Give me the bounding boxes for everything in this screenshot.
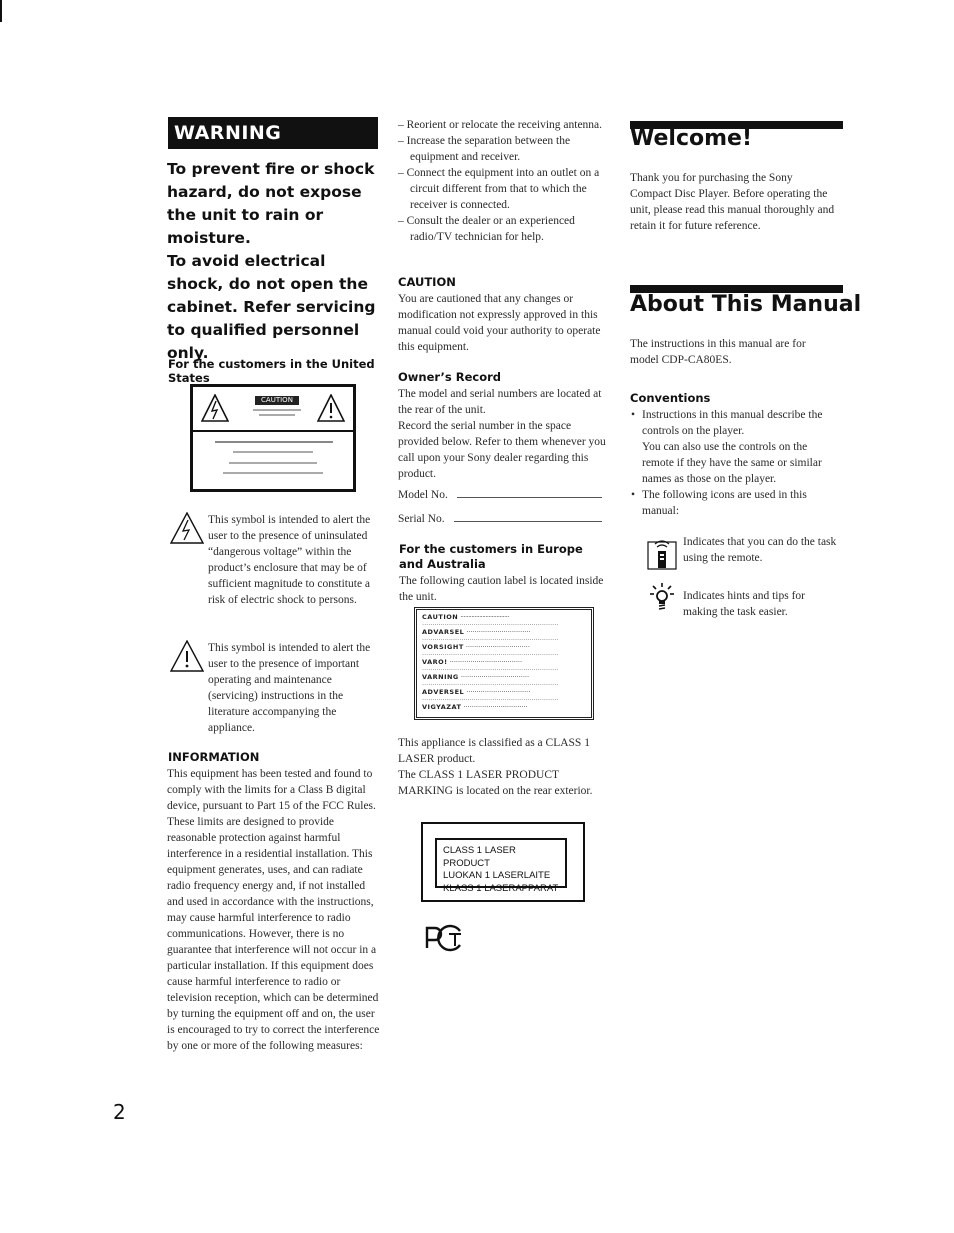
- warning-text: [167, 158, 382, 365]
- warning-banner: WARNING: [168, 117, 378, 149]
- information-heading: INFORMATION: [168, 750, 260, 764]
- voltage-symbol-note: [168, 512, 383, 627]
- model-number-field: [398, 487, 608, 503]
- class1-laser-label: [421, 822, 585, 902]
- class1-label-inner: [435, 838, 567, 894]
- owners-record-text: [398, 386, 610, 482]
- about-manual-text: The instructions in this manual are for model CDP-CA80ES.: [630, 338, 806, 366]
- exclamation-triangle-icon: [170, 640, 204, 672]
- warning-line-2: To avoid electrical shock, do not open the cabinet. Refer servicing to qualified personnel only.: [167, 252, 376, 362]
- laser-label-row: VARNING ·································: [422, 674, 530, 681]
- conventions-item: • The following icons are used in this manual:: [631, 489, 807, 517]
- lightning-triangle-icon: [170, 512, 204, 544]
- voltage-symbol-text: This symbol is intended to alert the user to the presence of uninsulated “dangerous voltage” within the product’s enclosure that may be of sufficient magnitude to constitute a risk of electric shock to persons.: [208, 514, 371, 606]
- europe-customers-text: The following caution label is located inside the unit.: [399, 575, 604, 603]
- owners-record-text-2: Record the serial number in the space provided below. Refer to them whenever you call upon your Sony dealer regarding this product.: [398, 420, 606, 480]
- remote-icon: [647, 536, 679, 570]
- laser-label-row: CAUTION ·······························: [422, 614, 509, 621]
- welcome-title: Welcome!: [630, 126, 752, 151]
- us-customers-heading: For the customers in the United States: [168, 357, 375, 385]
- caution-label: [190, 384, 356, 492]
- class1-label-line: LUOKAN 1 LASERLAITE: [443, 870, 551, 881]
- model-number-line: [457, 487, 602, 498]
- caution-label-title: CAUTION: [255, 396, 299, 405]
- tips-icon-text: Indicates hints and tips for making the task easier.: [683, 590, 806, 618]
- page-number: 2: [113, 1100, 126, 1124]
- information-text: This equipment has been tested and found to comply with the limits for a Class B digital device, pursuant to Part 15 of the FCC Rules. These limits are designed to provide reasonable protection against harmful interference in a residential installation. This equipment generates, uses, and can radiate radio frequency energy and, if not installed and used in accordance with the instructions, may cause harmful interference to radio communications. However, there is no guarantee that interference will not occur in a particular installation. If this equipment does cause harmful interference to radio or television reception, which can be determined by turning the equipment off and on, the user is encouraged to try to correct the interference by one or more of the following measures:: [167, 768, 380, 1052]
- remote-icon-text: Indicates that you can do the task using the remote.: [683, 536, 837, 564]
- instruction-symbol-note: [168, 640, 383, 740]
- class1-description: [398, 735, 610, 799]
- class1-text-2: The CLASS 1 LASER PRODUCT MARKING is located on the rear exterior.: [398, 769, 593, 797]
- measure-item: – Increase the separation between the equipment and receiver.: [398, 135, 571, 163]
- instruction-symbol-text: This symbol is intended to alert the user to the presence of important operating and maintenance (servicing) instructions in the literature accompanying the appliance.: [208, 642, 371, 734]
- laser-label-row: VORSIGHT ·······························: [422, 644, 530, 651]
- europe-customers-heading: For the customers in Europe and Australia: [399, 542, 583, 571]
- serial-number-line: [454, 511, 602, 522]
- warning-line-1: To prevent fire or shock hazard, do not expose the unit to rain or moisture.: [167, 160, 375, 247]
- lightning-triangle-icon: [201, 394, 229, 422]
- margin-mark: [0, 0, 2, 22]
- laser-label-row: ADVERSEL ·······························: [422, 689, 531, 696]
- caution-text: You are cautioned that any changes or modification not expressly approved in this manual could void your authority to operate this equipment.: [398, 293, 601, 353]
- about-manual-title: About This Manual: [630, 292, 862, 317]
- laser-caution-label: CAUTION ······························· ·································································· ADVARSEL ······························· ·································································· VORSIGHT ······························· ·································································· VARO! ··································· ·································································· VARNING ································· ·································································· ADVERSEL ······························· ·································································· VIGYÁZAT ·······························: [414, 607, 594, 720]
- model-number-label: Model No.: [398, 489, 448, 501]
- class1-text-1: This appliance is classified as a CLASS 1 LASER product.: [398, 737, 590, 765]
- laser-label-row: VARO! ···································: [422, 659, 523, 666]
- conventions-item: • Instructions in this manual describe the controls on the player. You can also use the controls on the remote if they have the same or similar names as those on the player.: [631, 409, 823, 485]
- lightbulb-icon: [649, 582, 675, 612]
- interference-measures-list: [398, 117, 608, 245]
- owners-record-text-1: The model and serial numbers are located at the rear of the unit.: [398, 388, 602, 416]
- serial-number-field: [398, 511, 608, 527]
- exclamation-triangle-icon: [317, 394, 345, 422]
- conventions-heading: Conventions: [630, 391, 711, 405]
- welcome-text: Thank you for purchasing the Sony Compact Disc Player. Before operating the unit, please read this manual thoroughly and retain it for future reference.: [630, 172, 835, 232]
- serial-number-label: Serial No.: [398, 513, 445, 525]
- owners-record-heading: Owner’s Record: [398, 370, 502, 384]
- caution-heading: CAUTION: [398, 275, 456, 289]
- laser-label-row: ADVARSEL ·······························: [422, 629, 531, 636]
- measure-item: – Connect the equipment into an outlet on a circuit different from that to which the receiver is connected.: [398, 167, 600, 211]
- class1-label-line: KLASS 1 LASERAPPARAT: [443, 882, 559, 894]
- laser-label-row: VIGYÁZAT ·······························: [422, 704, 528, 711]
- measure-item: – Consult the dealer or an experienced radio/TV technician for help.: [398, 215, 575, 243]
- pct-certification-logo: [420, 922, 468, 954]
- conventions-list: [630, 407, 835, 519]
- class1-label-line: CLASS 1 LASER PRODUCT: [443, 845, 516, 869]
- measure-item: – Reorient or relocate the receiving antenna.: [398, 119, 603, 131]
